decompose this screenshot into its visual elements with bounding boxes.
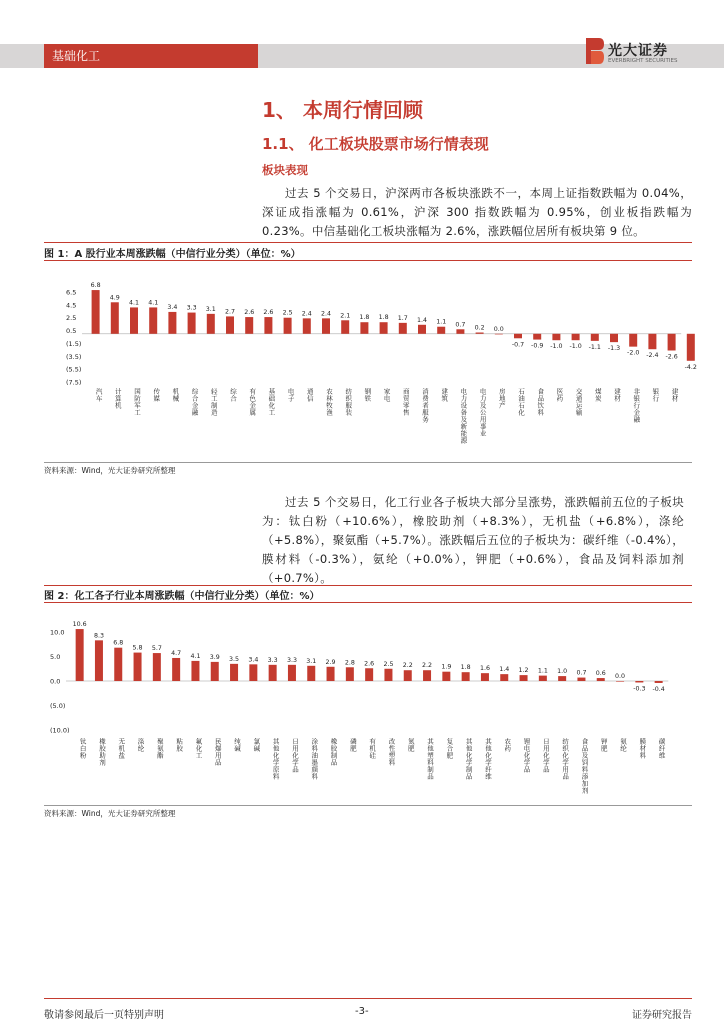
summary-paragraph: 过去 5 个交易日，沪深两市各板块涨跌不一，本周上证指数跌幅为 0.04%，深证成指涨幅为 0.61%，沪深 300 指数跌幅为 0.95%，创业板指跌幅为 0.23%。中信基础化工板块涨幅为 2.6%，涨跌幅位居所有板块第 9 位。 (262, 186, 692, 238)
category-label: 其他塑料制品 (426, 738, 435, 780)
category-label: 纯碱 (233, 738, 242, 752)
data-label: -2.0 (627, 349, 640, 357)
category-label: 综合 (229, 388, 237, 402)
y-tick-label: 0.0 (50, 677, 61, 686)
y-tick-label: (5.5) (66, 365, 82, 374)
category-label: 碳纤维 (657, 738, 666, 759)
chart-bar (111, 302, 119, 334)
data-label: -0.7 (511, 341, 525, 349)
category-label: 国防军工 (133, 388, 141, 416)
category-label: 商贸零售 (401, 388, 410, 416)
footer-disclaimer: 敬请参阅最后一页特别声明 (44, 1010, 164, 1021)
chart-bar (322, 318, 330, 333)
chart-bar (437, 327, 445, 334)
category-label: 改性塑料 (387, 738, 396, 766)
category-label: 机械 (171, 388, 180, 402)
chart-bar (404, 670, 412, 681)
data-label: 6.8 (90, 282, 101, 290)
data-label: 2.5 (383, 660, 394, 668)
category-label: 交通运输 (574, 388, 583, 416)
chart-bar (597, 678, 605, 681)
data-label: 4.7 (171, 649, 182, 657)
y-tick-label: (10.0) (50, 726, 70, 735)
category-label: 橡胶制品 (329, 738, 338, 766)
chart-bar (288, 665, 296, 681)
y-tick-label: 0.5 (66, 327, 77, 336)
category-label: 钾肥 (599, 738, 608, 752)
section-heading: 1、 本周行情回顾 (262, 98, 423, 122)
section-tag: 基础化工 (44, 44, 258, 68)
category-label: 其他化学纤维 (483, 738, 492, 780)
chart-bar (346, 667, 354, 681)
category-label: 聚氨酯 (155, 738, 164, 759)
category-label: 其他化学制品 (464, 738, 473, 780)
chart-bar (191, 661, 199, 681)
chart-bar (168, 312, 176, 334)
category-label: 传媒 (152, 388, 161, 402)
category-label: 非银行金融 (632, 388, 641, 423)
data-label: 0.7 (576, 669, 587, 677)
category-label: 建材 (670, 388, 679, 402)
footer-report-type: 证券研究报告 (632, 1010, 692, 1021)
chart-bar (500, 674, 508, 681)
category-label: 氮肥 (406, 738, 415, 752)
data-label: -2.4 (646, 352, 659, 360)
category-label: 建筑 (440, 388, 449, 402)
subsection-heading: 1.1、 化工板块股票市场行情表现 (262, 135, 489, 153)
chart-bar (591, 334, 599, 341)
figure1-top-rule (44, 242, 692, 243)
chart-bar (207, 314, 215, 334)
category-label: 复合肥 (445, 738, 454, 759)
data-label: 5.8 (132, 644, 143, 652)
chart-bar (629, 334, 637, 347)
chart-bar (539, 676, 547, 681)
data-label: 0.7 (455, 321, 466, 329)
chart-bar (269, 665, 277, 681)
chart-bar (572, 334, 580, 340)
data-label: 1.8 (460, 664, 471, 672)
category-label: 日用化学品 (541, 738, 550, 773)
data-label: -1.3 (607, 345, 621, 353)
category-label: 钢铁 (363, 388, 372, 402)
category-label: 电力设备及新能源 (459, 388, 468, 444)
data-label: 1.9 (441, 663, 452, 671)
figure2-bottom-rule (44, 805, 692, 806)
chart-bar (418, 325, 426, 334)
chart-bar (635, 681, 643, 682)
figure2-chart (0, 606, 724, 802)
category-label: 氟化工 (194, 738, 203, 759)
category-label: 纺织服装 (344, 388, 353, 416)
category-label: 其他化学原料 (271, 738, 280, 780)
data-label: 10.6 (72, 621, 87, 629)
chart-bar (456, 329, 464, 334)
data-label: 4.9 (109, 294, 120, 302)
figure1-chart (0, 264, 724, 458)
data-label: 3.3 (286, 656, 297, 664)
category-label: 汽车 (94, 388, 103, 402)
chart-bar (533, 334, 541, 340)
category-label: 氯碱 (252, 738, 261, 752)
chart-bar (211, 662, 219, 681)
chart-bar (520, 675, 528, 681)
data-label: 1.1 (436, 318, 447, 326)
chart-bar (245, 317, 253, 334)
category-label: 无机盐 (117, 738, 126, 759)
figure1-title-rule (44, 260, 692, 261)
category-label: 基础化工 (267, 388, 276, 416)
chart-bar (341, 320, 349, 334)
category-label: 建材 (613, 388, 621, 402)
chart-bar (114, 648, 122, 681)
data-label: -0.9 (531, 342, 544, 350)
chart-bar (668, 334, 676, 351)
category-label: 涂料油墨颜料 (310, 738, 319, 780)
chart-bar (552, 334, 560, 340)
y-tick-label: (7.5) (66, 378, 82, 387)
chart-bar (307, 666, 315, 681)
data-label: 3.5 (229, 655, 240, 663)
chart-bar (365, 668, 373, 681)
chart-bar (130, 307, 138, 333)
chart-bar (577, 678, 585, 681)
data-label: 1.2 (518, 667, 529, 675)
category-label: 消费者服务 (421, 388, 429, 423)
y-tick-label: 2.5 (66, 314, 77, 323)
data-label: 1.0 (557, 668, 568, 676)
category-label: 橡胶助剂 (97, 738, 106, 766)
chart-bar (476, 333, 484, 334)
chart-bar (648, 334, 656, 349)
brand-logo (586, 38, 686, 70)
category-label: 家电 (382, 388, 391, 402)
data-label: 2.4 (320, 310, 332, 318)
category-label: 通信 (305, 388, 314, 402)
category-label: 涤纶 (136, 738, 145, 752)
data-label: 2.5 (282, 309, 293, 317)
figure1-title: 图 1：A 股行业本周涨跌幅（中信行业分类）（单位：%） (44, 249, 301, 260)
data-label: 2.9 (325, 658, 336, 666)
data-label: 2.4 (301, 310, 312, 318)
page-number: -3- (355, 1006, 369, 1017)
data-label: 2.6 (244, 309, 255, 317)
data-label: 3.1 (306, 657, 317, 665)
y-tick-label: 10.0 (50, 628, 65, 637)
chart-bar (481, 673, 489, 681)
data-label: -1.0 (550, 343, 563, 351)
category-label: 农药 (503, 738, 512, 752)
minor-heading: 板块表现 (262, 163, 308, 177)
chart-bar (610, 334, 618, 342)
chart-bar (327, 667, 335, 681)
figure2-title: 图 2：化工各子行业本周涨跌幅（中信行业分类）（单位：%） (44, 591, 320, 602)
chart-bar (360, 322, 368, 334)
chart-bar (249, 664, 257, 681)
chart-bar (95, 640, 103, 681)
y-tick-label: 5.0 (50, 653, 61, 661)
figure2-title-rule (44, 602, 692, 603)
data-label: -1.1 (588, 343, 601, 351)
data-label: -0.4 (652, 685, 665, 693)
chart-bar (172, 658, 180, 681)
figure2-top-rule (44, 585, 692, 586)
category-label: 银行 (651, 388, 660, 402)
data-label: 2.7 (224, 308, 236, 316)
data-label: -0.3 (633, 685, 646, 693)
chart-bar (188, 313, 196, 334)
data-label: 5.7 (151, 645, 162, 653)
chart-bar (303, 318, 311, 333)
data-label: 2.8 (344, 659, 355, 667)
data-label: 2.6 (364, 660, 375, 668)
chart-bar (399, 323, 407, 334)
data-label: 3.4 (248, 656, 259, 664)
chart-bar (514, 334, 522, 339)
logo-name: 光大证券 (608, 43, 668, 59)
chart-bar (616, 681, 624, 682)
data-label: 0.0 (493, 325, 504, 333)
chart-bar (149, 307, 157, 333)
chart-bar (462, 672, 470, 681)
data-label: 4.1 (128, 299, 140, 307)
subsector-paragraph: 过去 5 个交易日，化工行业各子板块大部分呈涨势，涨跌幅前五位的子板块为：钛白粉（+10.6%），橡胶助剂（+8.3%），无机盐（+6.8%），涤纶（+5.8%），聚氨酯（+5.7%）。涨跌幅后五位的子板块为：碳纤维（-0.4%），膜材料（-0.3%），氨纶（+0.0%），钾肥（+0.6%），食品及饲料添加剂（+0.7%）。 (262, 495, 684, 585)
category-label: 膜材料 (638, 738, 647, 759)
chart-bar (558, 676, 566, 681)
data-label: 3.3 (267, 656, 278, 664)
data-label: 4.1 (190, 652, 201, 660)
chart-bar (226, 316, 234, 333)
y-tick-label: (1.5) (66, 339, 82, 348)
data-label: -4.2 (684, 363, 697, 371)
y-tick-label: (3.5) (66, 352, 82, 361)
chart-bar (230, 664, 238, 681)
data-label: -2.6 (665, 353, 678, 361)
data-label: 1.6 (479, 665, 490, 673)
data-label: 6.8 (113, 639, 124, 647)
figure1-bottom-rule (44, 462, 692, 463)
chart-bar (687, 334, 695, 361)
data-label: 1.4 (416, 316, 428, 324)
category-label: 粘胶 (175, 738, 184, 752)
data-label: 1.7 (397, 314, 408, 322)
data-label: 8.3 (93, 632, 104, 640)
category-label: 电力及公用事业 (478, 388, 487, 437)
chart-bar (76, 629, 84, 681)
category-label: 锂电化学品 (522, 738, 531, 773)
category-label: 石油石化 (517, 388, 525, 416)
chart-bar (134, 653, 142, 681)
category-label: 纺织化学用品 (561, 738, 570, 780)
category-label: 食品及饲料添加剂 (580, 738, 589, 794)
data-label: 2.6 (263, 309, 274, 317)
data-label: 0.2 (474, 324, 485, 332)
category-label: 医药 (555, 388, 564, 402)
category-label: 煤炭 (593, 388, 602, 402)
data-label: 2.2 (402, 662, 413, 670)
y-tick-label: (5.0) (50, 702, 66, 710)
data-label: 2.1 (340, 312, 351, 320)
category-label: 有机硅 (368, 738, 377, 759)
chart-bar (264, 317, 272, 334)
chart-bar (423, 670, 431, 681)
chart-bar (153, 653, 161, 681)
category-label: 民爆用品 (213, 738, 222, 766)
category-label: 有色金属 (248, 388, 257, 416)
y-tick-label: 4.5 (66, 301, 77, 310)
chart-bar (92, 290, 100, 334)
data-label: 4.1 (148, 299, 159, 307)
logo-english: EVERBRIGHT SECURITIES (608, 58, 678, 64)
data-label: 2.2 (422, 662, 433, 670)
data-label: 1.1 (537, 667, 548, 675)
category-label: 农林牧渔 (325, 388, 333, 416)
category-label: 轻工制造 (209, 388, 218, 416)
chart-bar (655, 681, 663, 683)
category-label: 计算机 (113, 388, 122, 409)
data-label: 1.8 (378, 314, 389, 322)
data-label: 1.8 (359, 314, 370, 322)
category-label: 磷肥 (348, 738, 357, 752)
y-tick-label: 6.5 (66, 288, 77, 297)
category-label: 房地产 (497, 388, 506, 409)
category-label: 综合金融 (190, 388, 199, 416)
data-label: 1.4 (499, 666, 510, 674)
category-label: 电子 (286, 388, 295, 402)
figure1-source: 资料来源：Wind，光大证券研究所整理 (44, 466, 176, 475)
chart-bar (384, 669, 392, 681)
chart-bar (284, 318, 292, 334)
chart-bar (495, 334, 503, 335)
category-label: 日用化学品 (290, 738, 299, 773)
chart-bar (442, 672, 450, 681)
figure2-source: 资料来源：Wind，光大证券研究所整理 (44, 809, 176, 818)
data-label: 3.9 (209, 653, 220, 661)
footer-rule (44, 998, 692, 999)
data-label: 0.6 (595, 670, 606, 678)
category-label: 氨纶 (619, 738, 628, 752)
data-label: 0.0 (615, 673, 626, 680)
chart-bar (380, 322, 388, 334)
data-label: -1.0 (569, 343, 582, 351)
category-label: 钛白粉 (78, 738, 87, 759)
brand-logo-icon (586, 38, 604, 64)
data-label: 3.4 (167, 303, 178, 311)
data-label: 3.3 (186, 304, 197, 312)
category-label: 食品饮料 (536, 388, 545, 416)
data-label: 3.1 (205, 305, 216, 313)
